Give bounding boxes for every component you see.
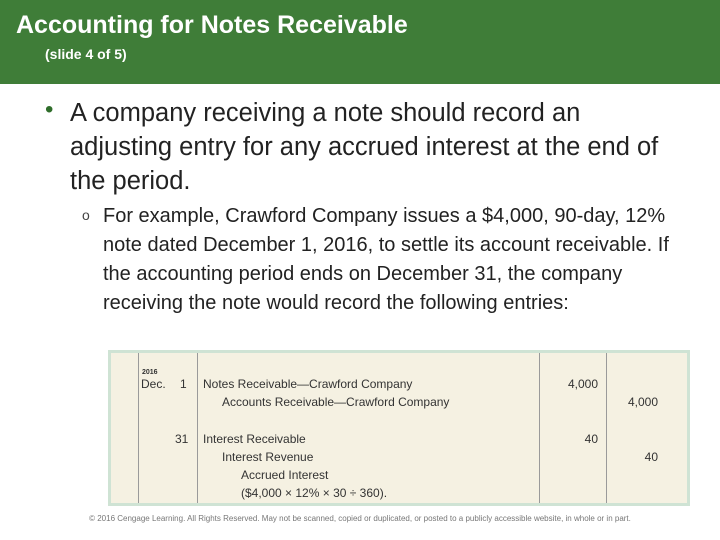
column-divider	[606, 353, 607, 506]
debit-account: Notes Receivable—Crawford Company	[203, 377, 413, 391]
sub-bullet-text: For example, Crawford Company issues a $4,000, 90-day, 12% note dated December 1, 2016, to settle its account receivable. If the accounting period ends on December 31, the company receiving the note would record the following entries:	[103, 205, 669, 314]
entry-explanation: ($4,000 × 12% × 30 ÷ 360).	[241, 486, 388, 500]
slide-subtitle: (slide 4 of 5)	[45, 46, 127, 62]
bullet-text: A company receiving a note should record an adjusting entry for any accrued interest at the end of the period.	[70, 99, 659, 195]
entry-explanation: Accrued Interest	[241, 468, 329, 482]
credit-account: Accounts Receivable—Crawford Company	[222, 395, 450, 409]
debit-amount: 4,000	[567, 377, 598, 391]
credit-amount: 4,000	[627, 395, 658, 409]
column-divider	[197, 353, 198, 506]
credit-amount: 40	[644, 450, 658, 464]
sub-bullet-marker: o	[82, 207, 90, 223]
journal-month: Dec.	[141, 377, 166, 391]
column-divider	[539, 353, 540, 506]
debit-amount: 40	[584, 432, 598, 446]
column-divider	[138, 353, 139, 506]
journal-entry-table	[108, 350, 690, 506]
title-bar	[0, 0, 720, 84]
copyright-footer: © 2016 Cengage Learning. All Rights Reserved. May not be scanned, copied or duplicated, or posted to a publicly accessible website, in whole or in part.	[89, 514, 631, 523]
slide-title: Accounting for Notes Receivable	[16, 11, 408, 39]
credit-account: Interest Revenue	[222, 450, 314, 464]
entry-day: 1	[180, 377, 187, 391]
entry-day: 31	[175, 432, 189, 446]
debit-account: Interest Receivable	[203, 432, 306, 446]
bullet-marker: •	[45, 96, 54, 123]
journal-year: 2016	[142, 369, 158, 376]
